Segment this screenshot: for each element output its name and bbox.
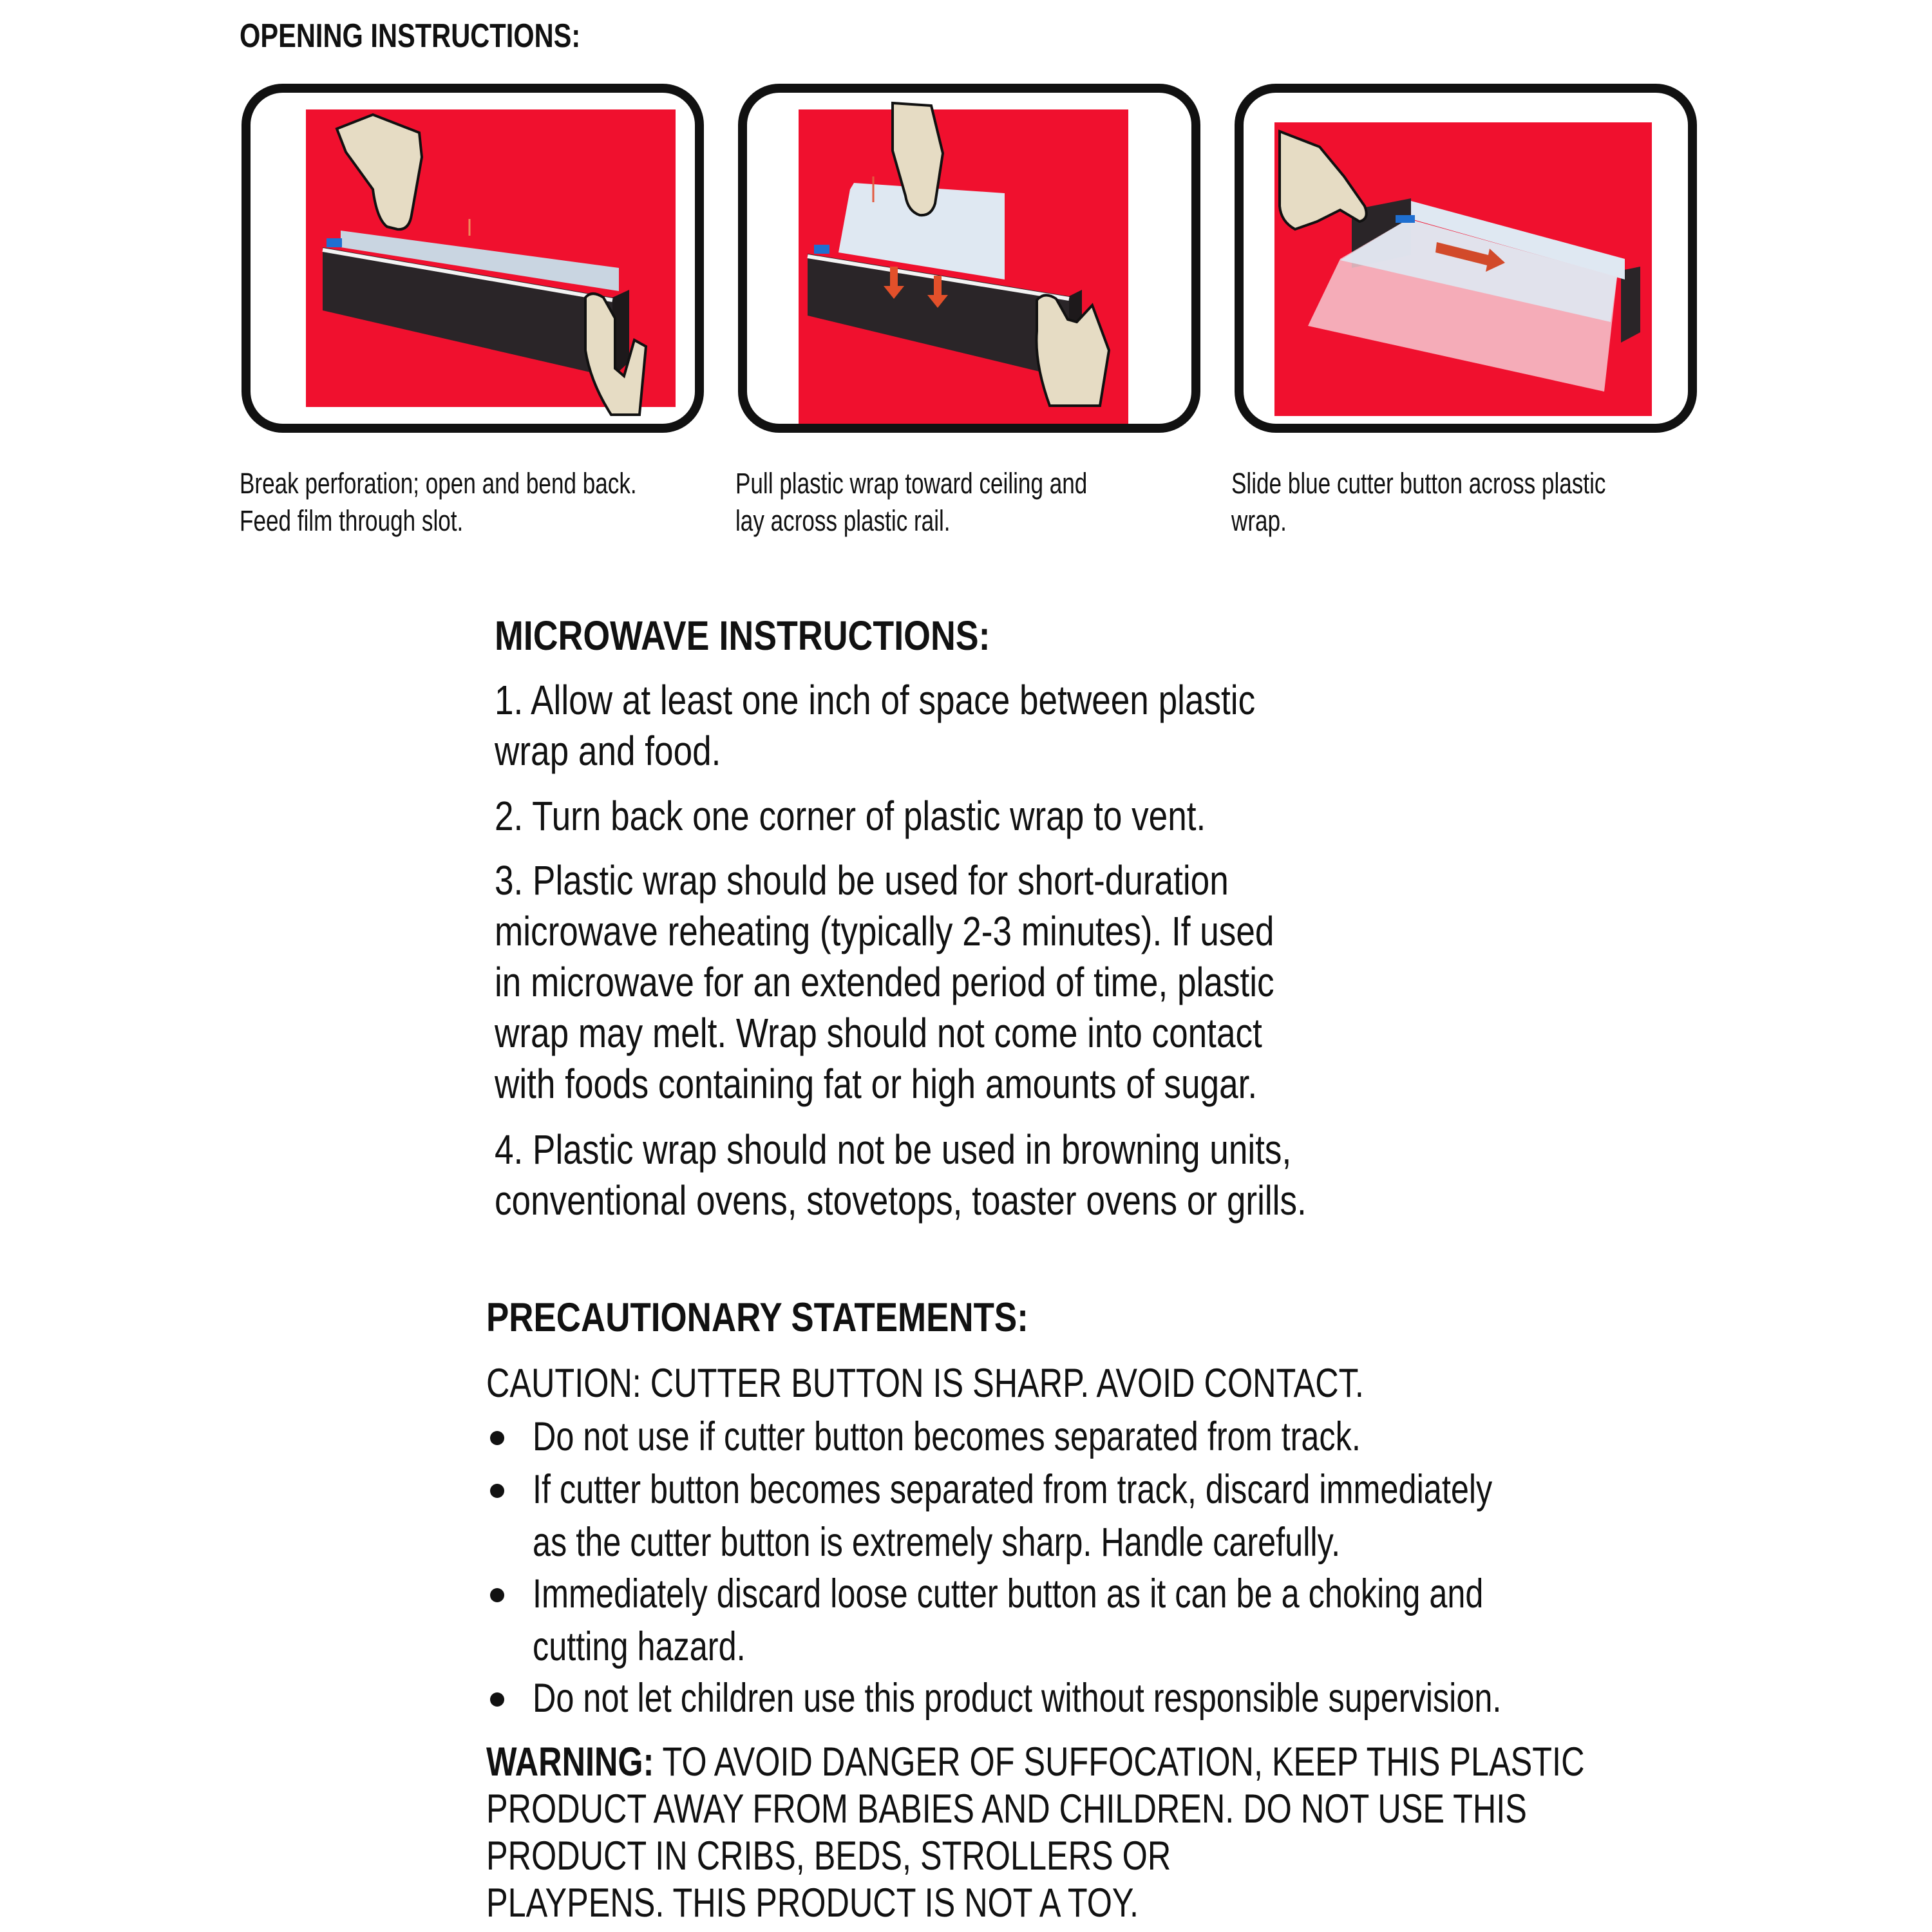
cutter-button	[327, 238, 342, 247]
opening-instructions-heading: OPENING INSTRUCTIONS:	[240, 17, 581, 55]
opening-step-3-illustration	[1235, 84, 1697, 433]
microwave-instructions-heading: MICROWAVE INSTRUCTIONS:	[495, 612, 990, 659]
step-2-svg	[747, 93, 1191, 424]
warning-statement: WARNING: TO AVOID DANGER OF SUFFOCATION, KEEP THIS PLASTIC PRODUCT AWAY FROM BABIES AND CHILDREN. DO NOT USE THIS PRODUCT IN CRIBS, BEDS, STROLLERS OR PLAYPENS. THIS PRODUCT IS NOT A TOY.	[486, 1739, 1585, 1926]
precautionary-statements-heading: PRECAUTIONARY STATEMENTS:	[486, 1295, 1028, 1340]
opening-step-2-illustration	[738, 84, 1200, 433]
step-3-svg	[1244, 93, 1688, 424]
bullet-dot-icon	[490, 1692, 504, 1707]
step-3-caption: Slide blue cutter button across plastic wrap.	[1231, 467, 1606, 537]
step-1-svg	[251, 93, 695, 424]
caution-statement: CAUTION: CUTTER BUTTON IS SHARP. AVOID CONTACT.	[486, 1361, 1364, 1406]
opening-step-1-illustration	[242, 84, 704, 433]
cutter-button	[814, 245, 829, 254]
cutter-button	[1396, 215, 1415, 223]
microwave-item-3: 3. Plastic wrap should be used for short-duration microwave reheating (typically 2-3 minutes). If used in microwave for an extended period of time, plastic wrap may melt. Wrap should not come into contact with foods containing fat or high amounts of sugar.	[495, 857, 1274, 1107]
bullet-dot-icon	[490, 1484, 504, 1498]
warning-label: WARNING:	[486, 1739, 654, 1785]
microwave-item-2: 2. Turn back one corner of plastic wrap to vent.	[495, 793, 1206, 839]
microwave-item-4: 4. Plastic wrap should not be used in browning units, conventional ovens, stovetops, toaster ovens or grills.	[495, 1126, 1307, 1224]
bullet-dot-icon	[490, 1588, 504, 1602]
microwave-item-1: 1. Allow at least one inch of space between plastic wrap and food.	[495, 677, 1256, 774]
step-2-caption: Pull plastic wrap toward ceiling and lay across plastic rail.	[735, 467, 1088, 537]
bullet-dot-icon	[490, 1431, 504, 1445]
step-1-caption: Break perforation; open and bend back. Feed film through slot.	[240, 467, 637, 537]
